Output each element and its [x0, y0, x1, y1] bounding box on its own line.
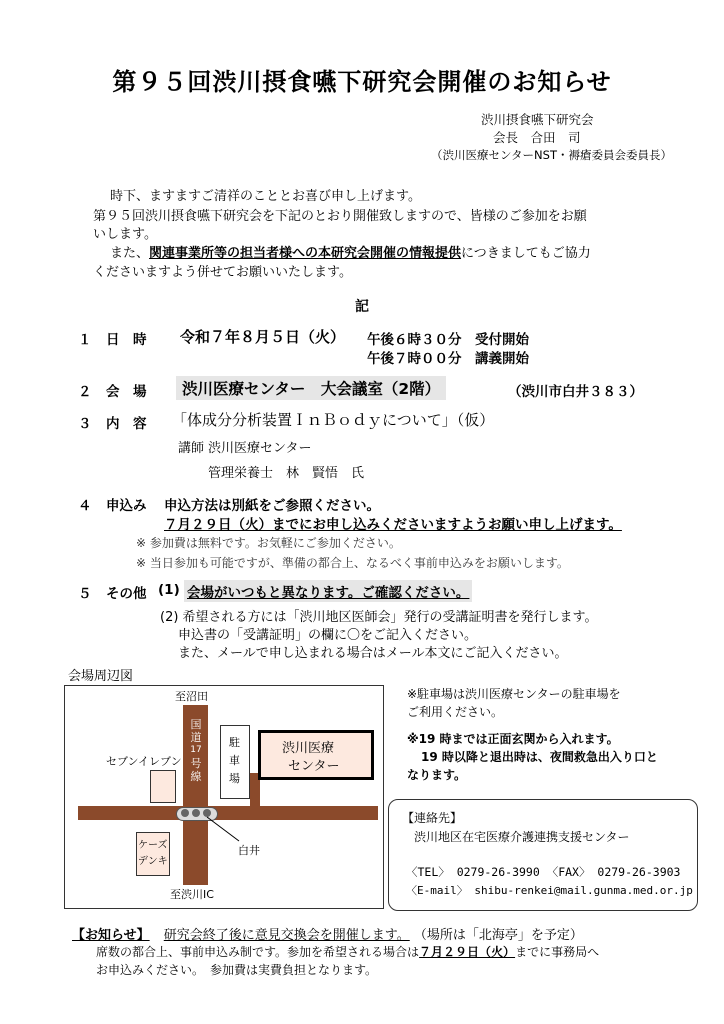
item1-label: 日 時 [106, 332, 147, 348]
lecture-topic: 「体成分分析装置ＩｎＢｏｄｙについて」（仮） [172, 411, 495, 429]
reception-time: 午後６時３０分 受付開始 [367, 332, 529, 348]
other2-line1: (2) 希望される方には「渋川地区医師会」発行の受講証明書を発行します。 [160, 610, 598, 625]
lecturer-label: 講師 [178, 441, 205, 456]
parking-label [228, 734, 241, 788]
parking-char: 車 [229, 754, 240, 767]
parking-char: 場 [229, 772, 240, 785]
intro-line4-emphasis: 関連事業所等の担当者様への本研究会開催の情報提供 [149, 246, 462, 261]
notice-main: 研究会終了後に意見交換会を開催します。 [163, 928, 410, 943]
parking-char: 駐 [229, 736, 240, 749]
other2-line3: また、メールで申し込まれる場合はメール本文にご記入ください。 [178, 646, 568, 661]
venue-address: （渋川市白井３８３） [508, 384, 643, 400]
route17-label [189, 718, 203, 783]
intro-line4-a: また、 [110, 246, 150, 261]
other2-line2: 申込書の「受講証明」の欄に〇をご記入ください。 [178, 628, 478, 643]
seven-eleven-label: セブンイレブン [106, 755, 182, 768]
entry-note-line2: 19 時以降と退出時は、夜間救急出入り口と [421, 750, 658, 764]
other1-text: 会場がいつもと異なります。ご確認ください。 [184, 580, 472, 602]
item5-label: その他 [106, 586, 147, 602]
contact-org: 渋川地区在宅医療介護連携支援センター [414, 830, 630, 844]
route-char: 17 [190, 745, 202, 755]
entry-note-line1: ※19 時までは正面玄関から入れます。 [407, 732, 619, 746]
ks-label-line1: ケーズ [138, 840, 168, 851]
notice-line3: お申込みください。 参加費は実費負担となります。 [96, 963, 378, 977]
intro-line5: くださいますよう併せてお願いいたします。 [93, 265, 352, 280]
intro-line4-c: につきましてもご協力 [461, 246, 591, 261]
shirai-label: 白井 [238, 844, 260, 857]
route-char: 線 [190, 770, 202, 783]
event-date: 令和７年８月５日（火） [180, 328, 346, 346]
traffic-light-lamp [192, 809, 200, 817]
org-chair: 会長 合田 司 [493, 130, 581, 145]
contact-email[interactable]: 〈E-mail〉 shibu-renkei@mail.gunma.med.or.jp [406, 884, 693, 897]
intro-line1: 時下、ますますご清祥のこととお喜び申し上げます。 [110, 189, 421, 204]
note-fee: ※ 参加費は無料です。お気軽にご参加ください。 [136, 536, 401, 550]
intro-line4 [110, 242, 591, 261]
notice-deadline: ７月２９日（火） [419, 945, 516, 959]
item2-label: 会 場 [106, 384, 147, 400]
org-name: 渋川摂食嚥下研究会 [481, 112, 594, 127]
contact-heading: 【連絡先】 [402, 811, 463, 825]
to-numata-label: 至沼田 [175, 690, 208, 703]
apply-method: 申込方法は別紙をご参照ください。 [164, 498, 380, 514]
item3-number: ３ [78, 416, 92, 432]
center-label-line2: センター [288, 759, 340, 774]
item2-number: ２ [78, 384, 92, 400]
contact-tel-fax: 〈TEL〉 0279-26-3990 〈FAX〉 0279-26-3903 [406, 865, 681, 879]
ki-heading: 記 [355, 299, 369, 315]
apply-deadline-text: ７月２９日（火）までにお申し込みくださいますようお願い申し上げます。 [164, 517, 622, 533]
to-ic-label: 至渋川IC [170, 888, 214, 901]
notice-place: （場所は「北海亭」を予定） [413, 928, 583, 943]
parking-note-line1: ※駐車場は渋川医療センターの駐車場を [407, 687, 621, 701]
notice-line1 [72, 924, 583, 943]
ks-label-line2: デンキ [138, 856, 168, 867]
page-title: 第９５回渋川摂食嚥下研究会開催のお知らせ [112, 68, 612, 96]
lecturer-name: 管理栄養士 林 賢悟 氏 [208, 466, 365, 481]
intro-line2: 第９５回渋川摂食嚥下研究会を下記のとおり開催致しますので、皆様のご参加をお願 [93, 209, 587, 224]
lecture-time: 午後７時００分 講義開始 [367, 351, 529, 367]
venue-name: 渋川医療センター 大会議室（2階） [176, 376, 446, 400]
traffic-light-lamp [181, 809, 189, 817]
route-char: 国 [190, 718, 202, 731]
center-label-line1: 渋川医療 [282, 741, 335, 756]
route-char: 号 [190, 757, 202, 770]
seven-eleven-building [150, 770, 176, 803]
map-heading: 会場周辺図 [68, 669, 134, 684]
notice-label: 【お知らせ】 [72, 928, 150, 943]
item4-number: ４ [78, 498, 92, 514]
notice-line2 [96, 943, 599, 960]
org-affiliation: （渋川医療センターNST・褥瘡委員会委員長） [431, 148, 672, 162]
apply-deadline [164, 513, 622, 533]
note-sameday: ※ 当日参加も可能ですが、準備の都合上、なるべく事前申込みをお願いします。 [136, 556, 569, 570]
item1-number: １ [78, 332, 92, 348]
route-char: 道 [190, 731, 202, 744]
lecturer-org: 渋川医療センター [208, 441, 312, 456]
entry-note-line3: なります。 [407, 768, 467, 782]
item3-label: 内 容 [106, 416, 147, 432]
item4-label: 申込み [106, 498, 147, 514]
parking-note-line2: ご利用ください。 [407, 705, 504, 719]
other1-number: (1) [158, 582, 180, 598]
notice-line2-b: までに事務局へ [515, 945, 600, 959]
shirai-pointer [205, 815, 245, 845]
item5-number: ５ [78, 586, 92, 602]
notice-line2-a: 席数の都合上、事前申込み制です。参加を希望される場合は [96, 945, 420, 959]
intro-line3: いします。 [93, 227, 157, 242]
